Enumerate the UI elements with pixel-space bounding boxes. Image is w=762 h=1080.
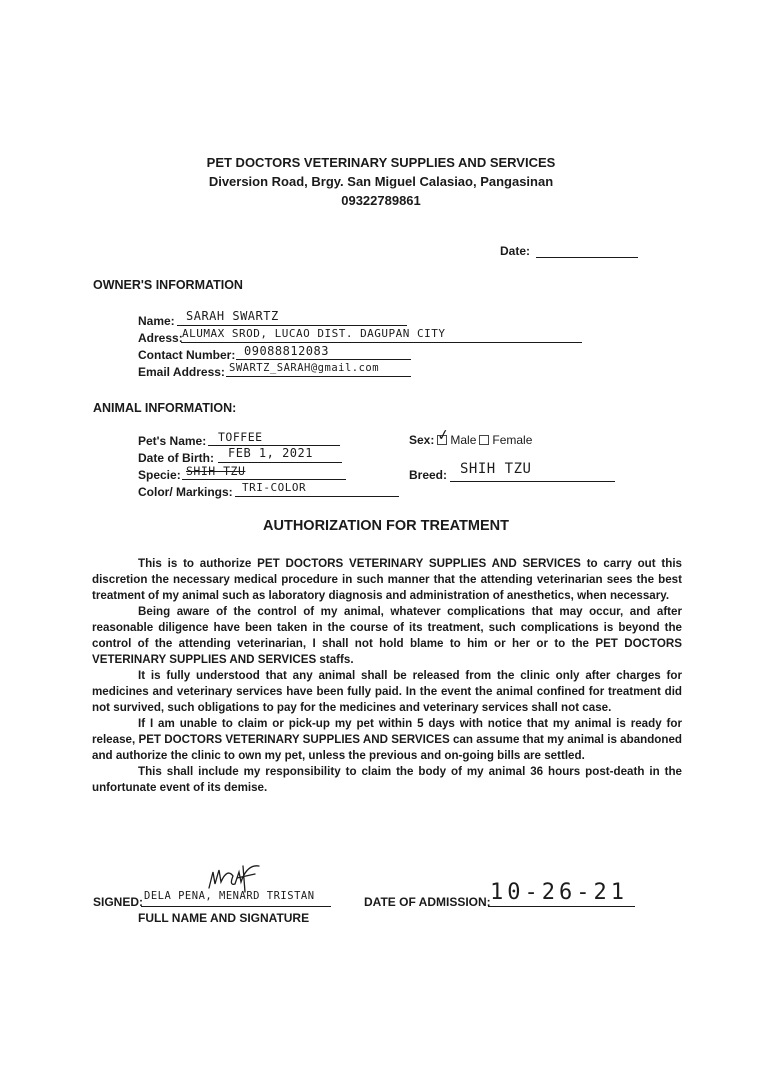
- owner-contact-field[interactable]: [236, 359, 411, 360]
- sex-male-label: Male: [450, 433, 477, 447]
- business-phone: 09322789861: [341, 193, 421, 208]
- pet-name-label: Pet's Name:: [138, 434, 207, 448]
- owner-contact-label: Contact Number:: [138, 348, 236, 362]
- date-field[interactable]: [536, 257, 638, 258]
- dob-field[interactable]: [218, 462, 342, 463]
- admission-date-value: 10-26-21: [490, 880, 628, 905]
- signature-caption: FULL NAME AND SIGNATURE: [138, 911, 310, 925]
- sex-label: Sex:: [409, 433, 435, 447]
- admission-date-label: DATE OF ADMISSION:: [364, 895, 491, 909]
- authorization-title: AUTHORIZATION FOR TREATMENT: [263, 518, 509, 534]
- pet-name-value: TOFFEE: [218, 430, 263, 444]
- color-markings-label: Color/ Markings:: [138, 485, 233, 499]
- sex-female-checkbox[interactable]: [479, 435, 489, 445]
- owner-email-value: SWARTZ_SARAH@gmail.com: [229, 362, 380, 374]
- authorization-paragraph-4: If I am unable to claim or pick-up my pet within 5 days with notice that my animal is ready for release, PET DOCTORS VETERINARY SUPPLIES AND SERVICES can assume that my animal is abandoned and authorize the clinic to own my pet, unless the previous and on-going bills are settled.: [92, 717, 682, 762]
- owner-email-label: Email Address:: [138, 365, 225, 379]
- specie-field[interactable]: [182, 479, 346, 480]
- signed-label: SIGNED:: [93, 895, 144, 909]
- owner-address-field[interactable]: [181, 342, 582, 343]
- signature-field[interactable]: [141, 906, 331, 907]
- dob-value: FEB 1, 2021: [228, 446, 313, 460]
- authorization-paragraph-1: This is to authorize PET DOCTORS VETERINARY SUPPLIES AND SERVICES to carry out this discretion the necessary medical procedure in such manner that the attending veterinarian sees the best treatment of my animal such as laboratory diagnosis and administration of anesthetics, when necessary.: [92, 557, 682, 602]
- date-label: Date:: [500, 244, 531, 258]
- owner-contact-value: 09088812083: [244, 344, 329, 358]
- business-address: Diversion Road, Brgy. San Miguel Calasiao, Pangasinan: [208, 174, 554, 189]
- checkmark-icon: ✓: [435, 424, 452, 445]
- specie-label: Specie:: [138, 468, 181, 482]
- owner-email-field[interactable]: [226, 376, 411, 377]
- breed-label: Breed:: [409, 468, 448, 482]
- sex-female-label: Female: [492, 433, 533, 447]
- admission-date-field[interactable]: [488, 906, 635, 907]
- animal-section-title: ANIMAL INFORMATION:: [93, 401, 237, 415]
- business-name: PET DOCTORS VETERINARY SUPPLIES AND SERVICES: [206, 155, 556, 170]
- authorization-body: [92, 556, 682, 796]
- breed-value: SHIH TZU: [460, 461, 532, 477]
- color-markings-value: TRI-COLOR: [242, 481, 307, 494]
- owner-name-value: SARAH SWARTZ: [186, 309, 279, 323]
- authorization-paragraph-5: This shall include my responsibility to claim the body of my animal 36 hours post-death in the unfortunate event of its demise.: [92, 765, 682, 794]
- owner-address-label: Adress:: [138, 331, 183, 345]
- authorization-paragraph-3: It is fully understood that any animal shall be released from the clinic only after charges for medicines and veterinary services have been fully paid. In the event the animal confined for treatment did not survived, such obligations to pay for the medicines and veterinary services shall not case.: [92, 669, 682, 714]
- owner-address-value: ALUMAX SROD, LUCAO DIST. DAGUPAN CITY: [182, 327, 446, 340]
- color-markings-field[interactable]: [235, 496, 399, 497]
- authorization-paragraph-2: Being aware of the control of my animal, whatever complications that may occur, and after reasonable diligence have been taken in the course of its treatment, such complications is beyond the control of the attending veterinarian, I shall not hold blame to him or her or to the PET DOCTORS VETERINARY SUPPLIES AND SERVICES staffs.: [92, 605, 682, 666]
- dob-label: Date of Birth:: [138, 451, 214, 465]
- specie-value: SHIH TZU: [186, 464, 246, 478]
- signed-value: DELA PENA, MENARD TRISTAN: [144, 890, 315, 902]
- owner-section-title: OWNER'S INFORMATION: [93, 278, 243, 292]
- sex-row: [409, 424, 533, 447]
- sex-male-checkbox[interactable]: [435, 424, 452, 445]
- breed-field[interactable]: [450, 481, 615, 482]
- owner-name-field[interactable]: [177, 325, 407, 326]
- owner-name-label: Name:: [138, 314, 175, 328]
